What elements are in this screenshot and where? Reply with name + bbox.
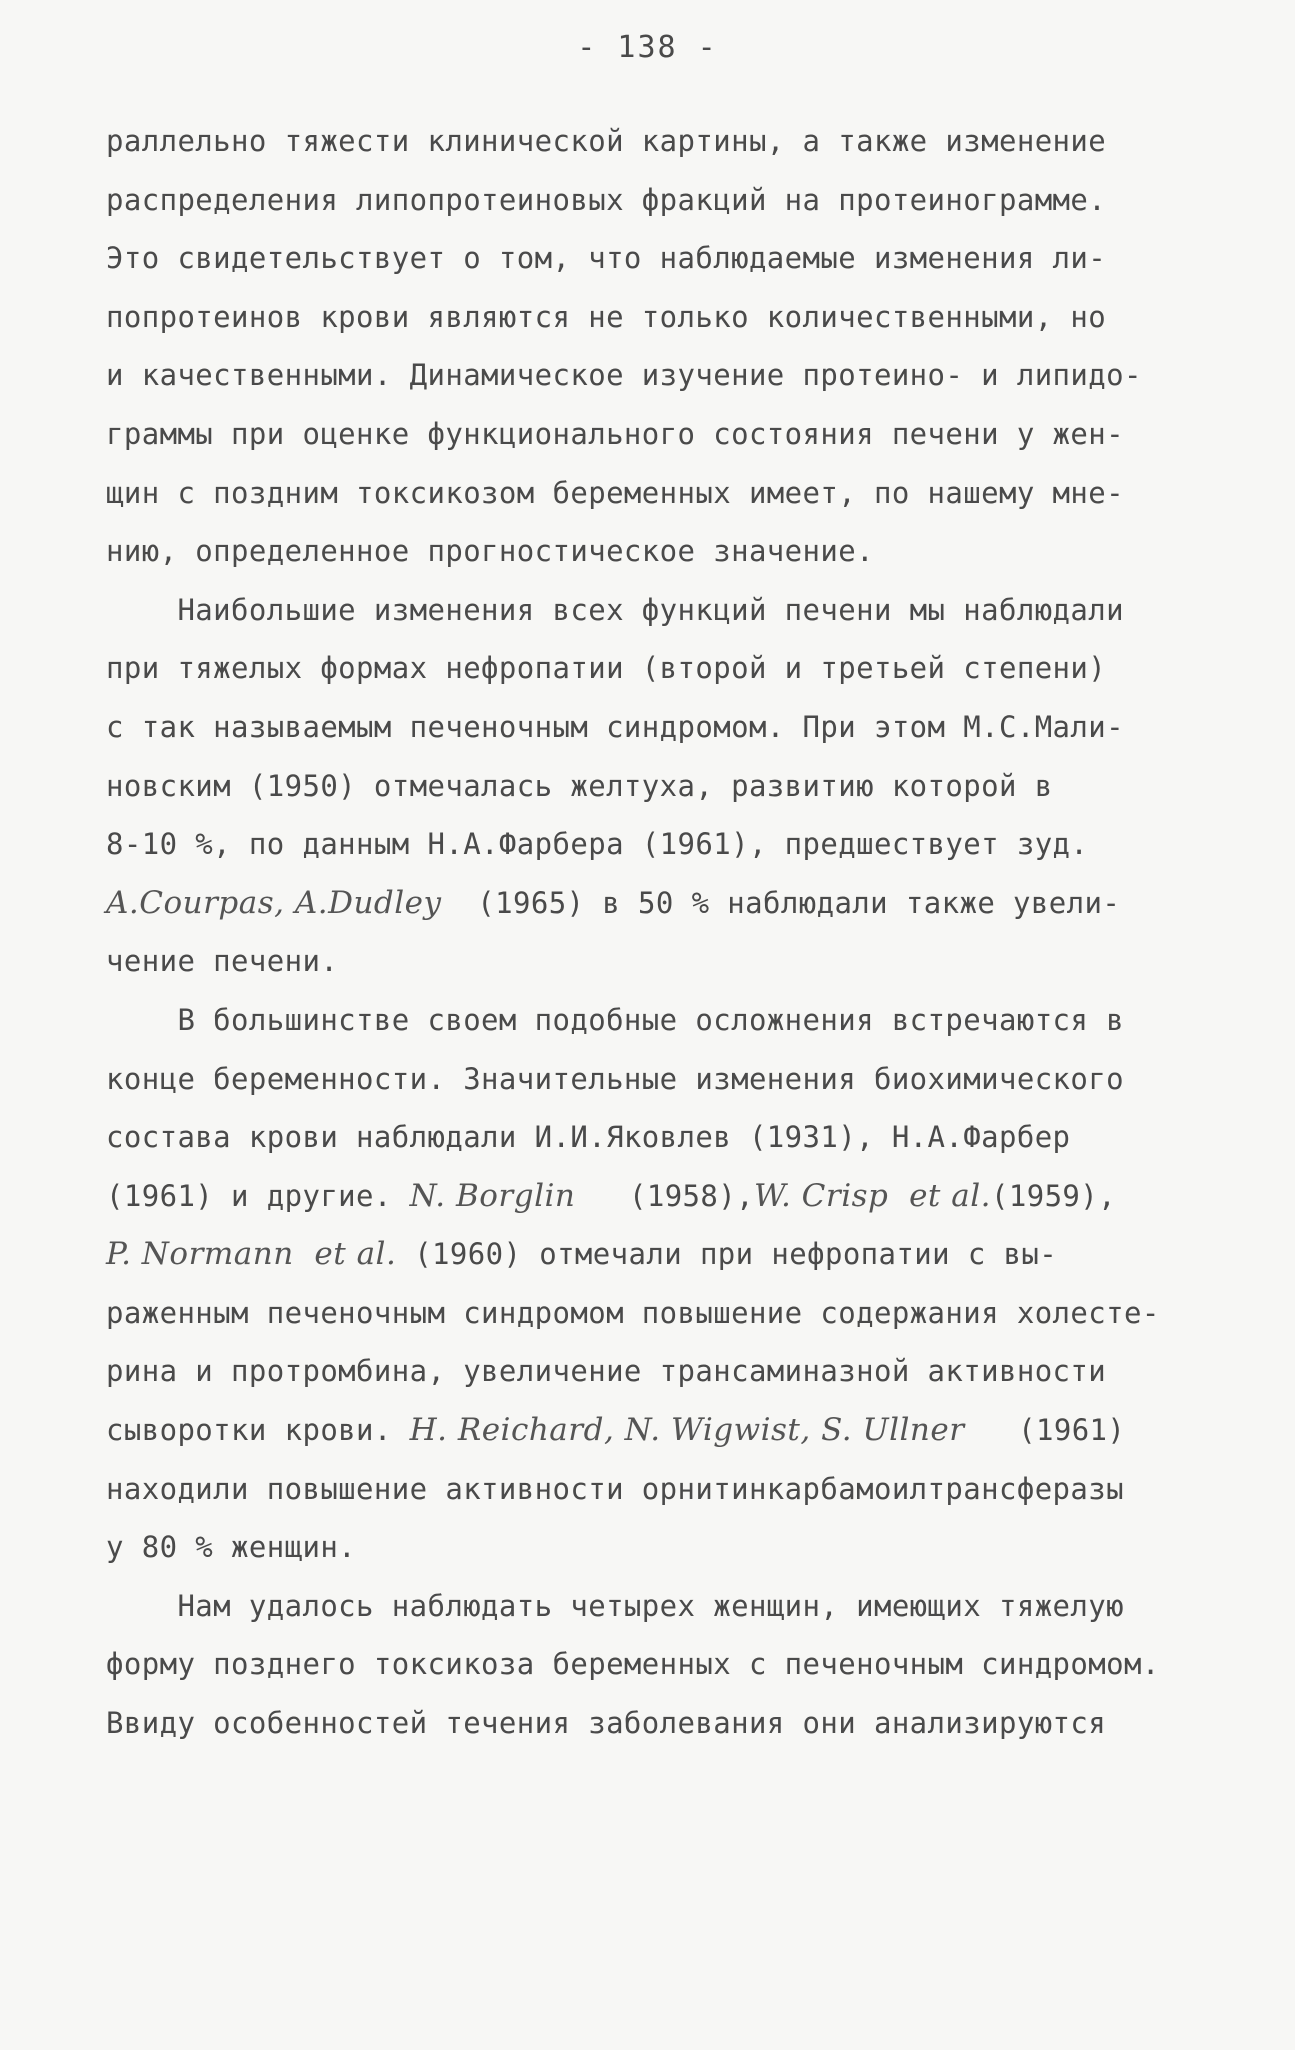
text-line	[106, 1401, 1186, 1460]
text-line: у 80 % женщин.	[106, 1530, 357, 1565]
text-segment: (1959),	[990, 1178, 1117, 1213]
body-text	[106, 112, 1186, 1753]
text-line: граммы при оценке функционального состояния печени у жен-	[106, 416, 1124, 451]
text-line: Наибольшие изменения всех функций печени мы наблюдали	[106, 592, 1124, 627]
text-line: Нам удалось наблюдать четырех женщин, имеющих тяжелую	[106, 1588, 1124, 1623]
text-line: и качественными. Динамическое изучение протеино- и липидо-	[106, 358, 1142, 393]
handwritten-citation: A.Courpas, A.Dudley	[106, 884, 442, 921]
text-line: нию, определенное прогностическое значение.	[106, 534, 874, 569]
text-line: рина и протромбина, увеличение трансаминазной активности	[106, 1354, 1107, 1389]
text-line: с так называемым печеночным синдромом. При этом М.С.Мали-	[106, 709, 1124, 744]
text-line: Ввиду особенностей течения заболевания они анализируются	[106, 1706, 1107, 1741]
handwritten-citation: H. Reichard, N. Wigwist, S. Ullner	[409, 1412, 965, 1449]
text-line	[106, 874, 1186, 933]
text-line: Это свидетельствует о том, что наблюдаемые изменения ли-	[106, 241, 1107, 276]
text-line: находили повышение активности орнитинкарбамоилтрансферазы	[106, 1471, 1124, 1506]
text-line: попротеинов крови являются не только количественными, но	[106, 299, 1107, 334]
text-segment: (1958),	[575, 1178, 754, 1213]
text-segment: сыворотки крови.	[106, 1413, 410, 1448]
text-line: раллельно тяжести клинической картины, а также изменение	[106, 124, 1107, 158]
handwritten-citation: P. Normann et al.	[106, 1236, 397, 1273]
text-segment: (1961) и другие.	[106, 1178, 410, 1213]
page-number: - 138 -	[577, 30, 718, 65]
handwritten-citation: W. Crisp et al.	[754, 1177, 991, 1214]
text-line: раженным печеночным синдромом повышение содержания холесте-	[106, 1295, 1160, 1330]
handwritten-citation: N. Borglin	[409, 1177, 576, 1214]
text-line: чение печени.	[106, 944, 339, 979]
text-line	[106, 1167, 1186, 1226]
text-line: состава крови наблюдали И.И.Яковлев (1931), Н.А.Фарбер	[106, 1120, 1071, 1155]
text-line: при тяжелых формах нефропатии (второй и третьей степени)	[106, 651, 1107, 686]
text-segment: (1961)	[964, 1413, 1126, 1448]
text-segment: (1965) в 50 % наблюдали также увели-	[441, 885, 1121, 920]
text-line: 8-10 %, по данным Н.А.Фарбера (1961), предшествует зуд.	[106, 827, 1089, 862]
text-line: форму позднего токсикоза беременных с печеночным синдромом.	[106, 1647, 1160, 1682]
text-line: конце беременности. Значительные изменения биохимического	[106, 1061, 1124, 1096]
text-line: щин с поздним токсикозом беременных имеет, по нашему мне-	[106, 475, 1124, 510]
text-line	[106, 1225, 1186, 1284]
text-line: В большинстве своем подобные осложнения встречаются в	[106, 1002, 1124, 1037]
text-line: распределения липопротеиновых фракций на протеинограмме.	[106, 182, 1107, 217]
text-segment: (1960) отмечали при нефропатии с вы-	[396, 1237, 1058, 1272]
text-line: новским (1950) отмечалась желтуха, развитию которой в	[106, 768, 1053, 803]
